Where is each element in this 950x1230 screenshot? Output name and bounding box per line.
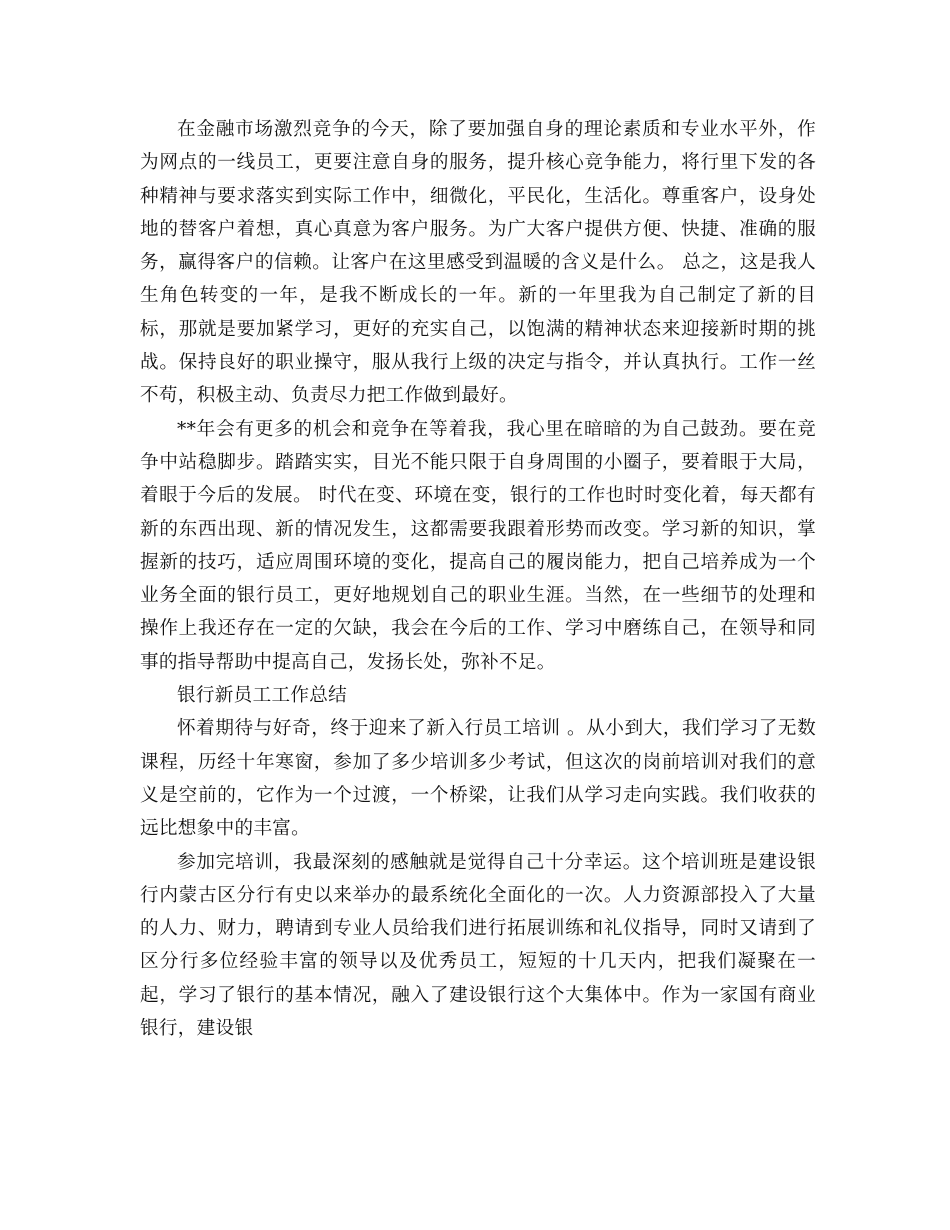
document-body xyxy=(140,113,816,1045)
section-title: 银行新员工工作总结 xyxy=(177,685,348,707)
paragraph-service-summary: 在金融市场激烈竞争的今天，除了要加强自身的理论素质和专业水平外，作为网点的一线员工，更要注意自身的服务，提升核心竞争能力，将行里下发的各种精神与要求落实到实际工作中，细微化，平民化，生活化。尊重客户，设身处地的替客户着想，真心真意为客户服务。为广大客户提供方便、快捷、准确的服务，赢得客户的信赖。让客户在这里感受到温暖的含义是什么。 总之，这是我人生角色转变的一年，是我不断成长的一年。新的一年里我为自己制定了新的目标，那就是要加紧学习，更好的充实自己，以饱满的精神状态来迎接新时期的挑战。保持良好的职业操守，服从我行上级的决定与指令，并认真执行。工作一丝不苟，积极主动、负责尽力把工作做到最好。 xyxy=(140,119,816,407)
paragraph-training-intro: 怀着期待与好奇，终于迎来了新入行员工培训 。从小到大，我们学习了无数课程，历经十年寒窗，参加了多少培训多少考试，但这次的岗前培训对我们的意义是空前的，它作为一个过渡，一个桥梁，让我们从学习走向实践。我们收获的远比想象中的丰富。 xyxy=(140,718,816,840)
paragraph-new-year-goals: **年会有更多的机会和竞争在等着我，我心里在暗暗的为自己鼓劲。要在竞争中站稳脚步。踏踏实实，目光不能只限于自身周围的小圈子，要着眼于大局，着眼于今后的发展。 时代在变、环境在变，银行的工作也时时变化着，每天都有新的东西出现、新的情况发生，这都需要我跟着形势而改变。学习新的知识，掌握新的技巧，适应周围环境的变化，提高自己的履岗能力，把自己培养成为一个业务全面的银行员工，更好地规划自己的职业生涯。当然，在一些细节的处理和操作上我还存在一定的欠缺，我会在今后的工作、学习中磨练自己，在领导和同事的指导帮助中提高自己，发扬长处，弥补不足。 xyxy=(140,418,816,673)
paragraph-training-reflection: 参加完培训，我最深刻的感触就是觉得自己十分幸运。这个培训班是建设银行内蒙古区分行有史以来举办的最系统化全面化的一次。人力资源部投入了大量的人力、财力，聘请到专业人员给我们进行拓展训练和礼仪指导，同时又请到了区分行多位经验丰富的领导以及优秀员工，短短的十几天内，把我们凝聚在一起，学习了银行的基本情况，融入了建设银行这个大集体中。作为一家国有商业银行，建设银 xyxy=(140,851,816,1040)
